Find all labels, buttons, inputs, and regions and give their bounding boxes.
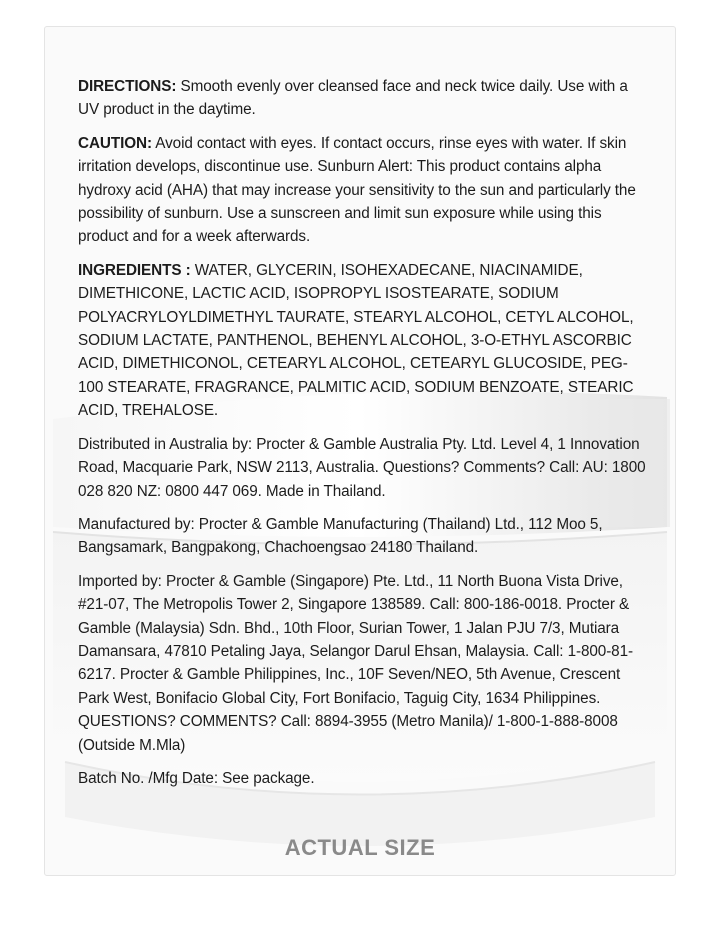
ingredients-text: WATER, GLYCERIN, ISOHEXADECANE, NIACINAMIDE, DIMETHICONE, LACTIC ACID, ISOPROPYL ISOSTEARATE, SODIUM POLYACRYLOYLDIMETHYL TAURATE, STEARYL ALCOHOL, CETYL ALCOHOL, SODIUM LACTATE, PANTHENOL, BEHENYL ALCOHOL, 3-O-ETHYL ASCORBIC ACID, DIMETHICONOL, CETEARYL ALCOHOL, CETEARYL GLUCOSIDE, PEG-100 STEARATE, FRAGRANCE, PALMITIC ACID, SODIUM BENZOATE, STEARIC ACID, TREHALOSE. — [78, 261, 634, 420]
caution-label: CAUTION: — [78, 134, 152, 152]
actual-size-caption: ACTUAL SIZE — [284, 835, 436, 860]
directions-label: DIRECTIONS: — [78, 78, 177, 95]
caution-text: Avoid contact with eyes. If contact occurs, rinse eyes with water. If skin irritation develops, discontinue use. Sunburn Alert: This product contains alpha hydroxy acid (AHA) that may increase your sensitivity to the sun and particularly the possibility of sunburn. Use a sunscreen and limit sun exposure while using this product and for a week afterwards. — [78, 134, 636, 246]
caution-paragraph — [78, 132, 648, 249]
label-text-block — [78, 75, 648, 800]
batch-paragraph: Batch No. /Mfg Date: See package. — [78, 769, 315, 787]
ingredients-label: INGREDIENTS : — [78, 261, 191, 279]
distributor-paragraph: Distributed in Australia by: Procter & Gamble Australia Pty. Ltd. Level 4, 1 Innovation Road, Macquarie Park, NSW 2113, Australia. Questions? Comments? Call: AU: 1800 028 820 NZ: 0800 447 069. Made in Thailand. — [78, 435, 646, 500]
product-label-card — [44, 26, 676, 876]
importer-paragraph: Imported by: Procter & Gamble (Singapore) Pte. Ltd., 11 North Buona Vista Drive, #21-07, The Metropolis Tower 2, Singapore 138589. Call: 800-186-0018. Procter & Gamble (Malaysia) Sdn. Bhd., 10th Floor, Surian Tower, 1 Jalan PJU 7/3, Mutiara Damansara, 47810 Petaling Jaya, Selangor Darul Ehsan, Malaysia. Call: 1-800-81-6217. Procter & Gamble Philippines, Inc., 10F Seven/NEO, 5th Avenue, Crescent Park West, Bonifacio Global City, Fort Bonifacio, Taguig City, 1634 Philippines. QUESTIONS? COMMENTS? Call: 8894-3955 (Metro Manila)/ 1-800-1-888-8008 (Outside M.Mla) — [78, 572, 633, 754]
directions-paragraph — [78, 75, 648, 122]
directions-text: Smooth evenly over cleansed face and neck twice daily. Use with a UV product in the daytime. — [78, 78, 628, 119]
manufacturer-paragraph: Manufactured by: Procter & Gamble Manufacturing (Thailand) Ltd., 112 Moo 5, Bangsamark, Bangpakong, Chachoengsao 24180 Thailand. — [78, 515, 603, 557]
ingredients-paragraph — [78, 259, 648, 423]
